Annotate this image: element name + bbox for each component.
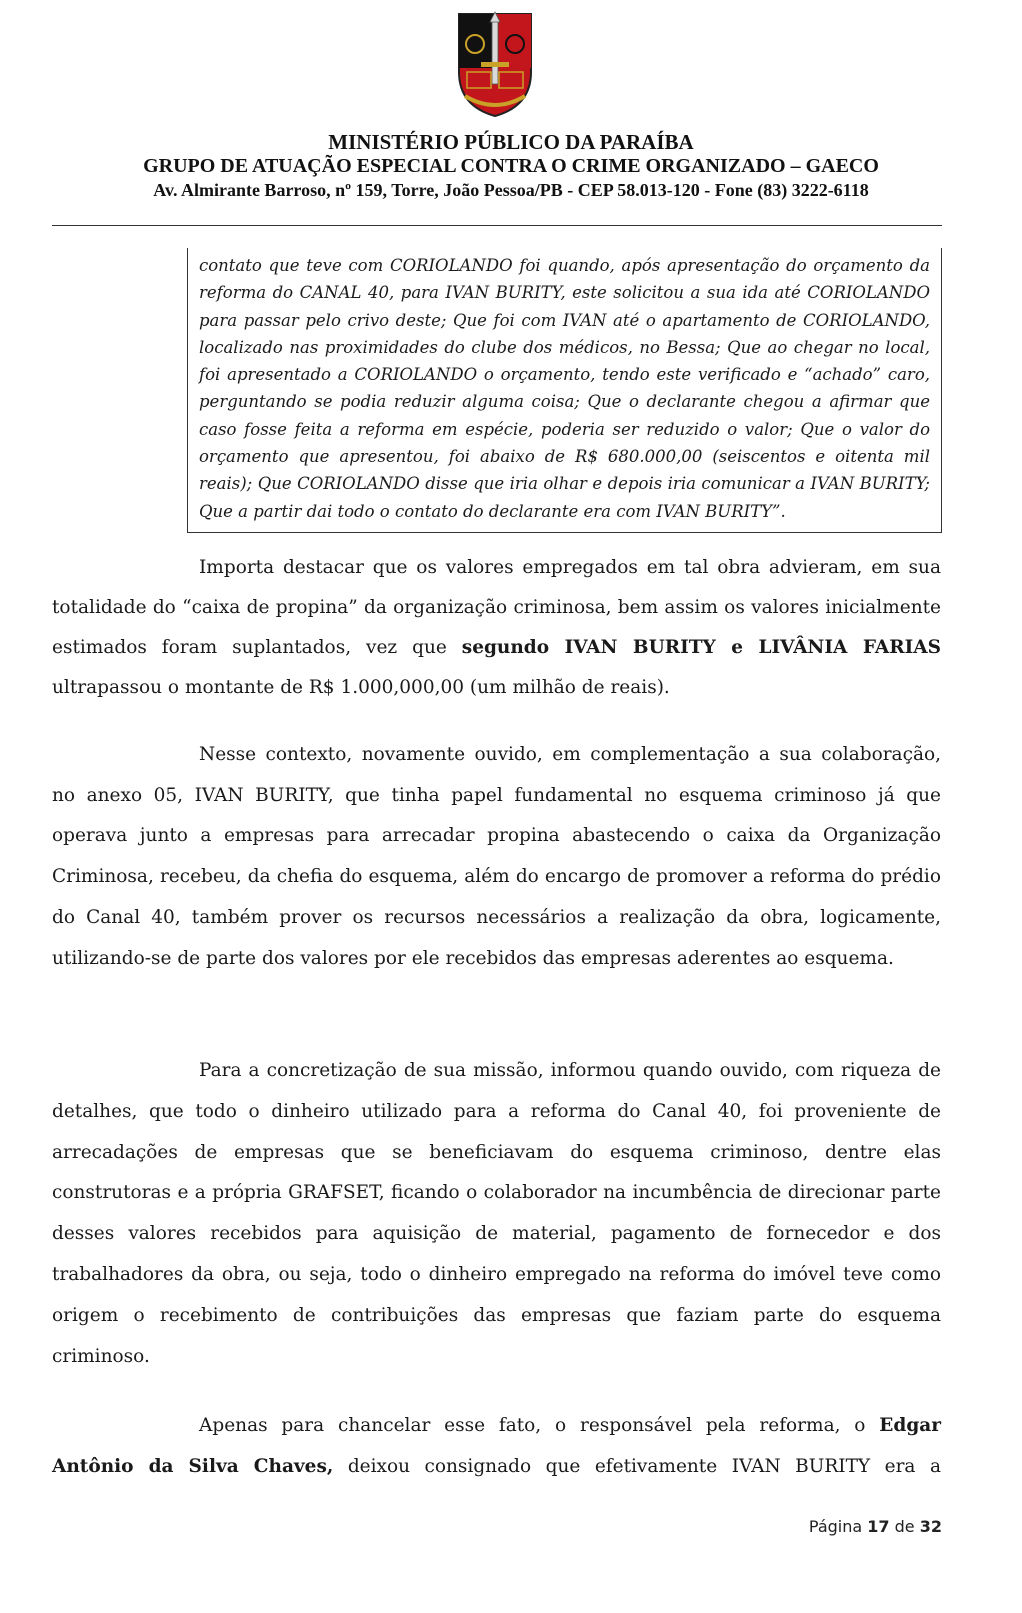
header-address: Av. Almirante Barroso, nº 159, Torre, João Pessoa/PB - CEP 58.013-120 - Fone (83) 3222-6118 (153, 180, 869, 200)
header-institution: MINISTÉRIO PÚBLICO DA PARAÍBA (328, 130, 694, 154)
paragraph-4 (52, 1406, 941, 1487)
page-of: de (894, 1517, 915, 1536)
paragraph-1-tail: ultrapassou o montante de R$ 1.000,000,00 (um milhão de reais). (52, 677, 670, 698)
paragraph-1-text: Importa destacar que os valores empregados em tal obra advieram, em sua totalidade do “caixa de propina” da organização criminosa, bem assim os valores inicialmente estimados foram suplantados, vez que (52, 557, 941, 658)
paragraph-1-bold: segundo IVAN BURITY e LIVÂNIA FARIAS (461, 637, 941, 658)
paragraph-2-text: Nesse contexto, novamente ouvido, em complementação a sua colaboração, no anexo 05, IVAN BURITY, que tinha papel fundamental no esquema criminoso já que operava junto a empresas para arrecadar propina abastecendo o caixa da Organização Criminosa, recebeu, da chefia do esquema, além do encargo de promover a reforma do prédio do Canal 40, também prover os recursos necessários a realização da obra, logicamente, utilizando-se de parte dos valores por ele recebidos das empresas aderentes ao esquema. (52, 744, 941, 969)
page-current: 17 (867, 1517, 890, 1536)
gaeco-coat-of-arms-icon (455, 10, 535, 120)
header-divider (52, 225, 942, 226)
page-number (809, 1517, 942, 1536)
quote-text: contato que teve com CORIOLANDO foi quando, após apresentação do orçamento da reforma do CANAL 40, para IVAN BURITY, este solicitou a sua ida até CORIOLANDO para passar pelo crivo deste; Que foi com IVAN até o apartamento de CORIOLANDO, localizado nas proximidades do clube dos médicos, no Bessa; Que ao chegar no local, foi apresentado a CORIOLANDO o orçamento, tendo este verificado e “achado” caro, perguntando se podia reduzir alguma coisa; Que o declarante chegou a afirmar que caso fosse feita a reforma em espécie, poderia ser reduzido o valor; Que o valor do orçamento que apresentou, foi abaixo de R$ 680.000,00 (seiscentos e oitenta mil reais); Que CORIOLANDO disse que iria olhar e depois iria comunicar a IVAN BURITY; Que a partir dai todo o contato do declarante era com IVAN BURITY”. (199, 256, 930, 521)
header-group: GRUPO DE ATUAÇÃO ESPECIAL CONTRA O CRIME ORGANIZADO – GAECO (143, 155, 879, 177)
paragraph-3 (52, 1051, 941, 1377)
paragraph-4-tail: deixou consignado que efetivamente IVAN BURITY era a (333, 1455, 941, 1477)
paragraph-2 (52, 735, 941, 979)
page-total: 32 (919, 1517, 942, 1536)
paragraph-1 (52, 548, 941, 708)
paragraph-4-text: Apenas para chancelar esse fato, o responsável pela reforma, o (199, 1415, 880, 1436)
paragraph-3-text: Para a concretização de sua missão, informou quando ouvido, com riqueza de detalhes, que todo o dinheiro utilizado para a reforma do Canal 40, foi proveniente de arrecadações de empresas que se beneficiavam do esquema criminoso, dentre elas construtoras e a própria GRAFSET, ficando o colaborador na incumbência de direcionar parte desses valores recebidos para aquisição de material, pagamento de fornecedor e dos trabalhadores da obra, ou seja, todo o dinheiro empregado na reforma do imóvel teve como origem o recebimento de contribuições das empresas que faziam parte do esquema criminoso. (52, 1060, 941, 1367)
paragraph-4-bold: Edgar Antônio da Silva Chaves, (52, 1415, 941, 1477)
page-word: Página (808, 1517, 863, 1536)
